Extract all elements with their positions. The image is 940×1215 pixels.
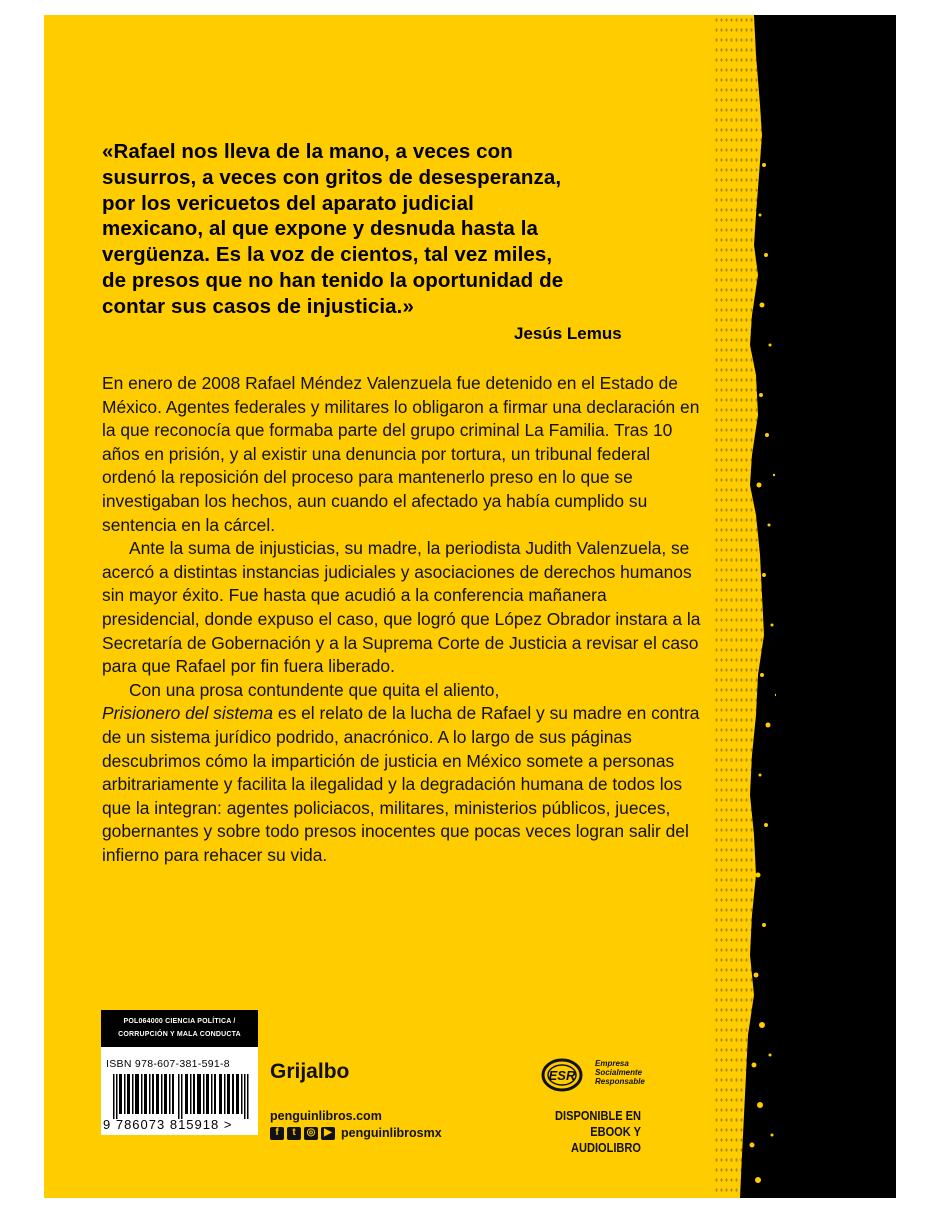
synopsis — [102, 372, 702, 867]
twitter-icon[interactable]: t — [287, 1127, 301, 1140]
quote-line: susurros, a veces con gritos de desesperanza, — [102, 165, 562, 189]
facebook-icon[interactable]: f — [270, 1127, 284, 1140]
esr-caption — [595, 1059, 645, 1086]
instagram-icon[interactable]: ◎ — [304, 1127, 318, 1140]
book-title: Prisionero del sistema — [102, 703, 274, 724]
synopsis-paragraph-1: En enero de 2008 Rafael Méndez Valenzuela fue detenido en el Estado de México. Agentes federales y militares lo obligaron a firmar una declaración en la que reconocía que formaba parte del grupo criminal La Familia. Tras 10 años en prisión, y al existir una denuncia por tortura, un tribunal federal ordenó la reposición del proceso para mantenerlo preso en lo que se investigaban los hechos, aun cuando el afectado ya había cumplido su sentencia en la cárcel. — [102, 373, 700, 535]
quote-line: mexicano, al que expone y desnuda hasta la — [102, 217, 538, 241]
social-handle[interactable]: penguinlibrosmx — [341, 1126, 442, 1140]
category-line-2: CORRUPCIÓN Y MALA CONDUCTA — [118, 1031, 241, 1038]
book-back-cover — [44, 15, 896, 1198]
bisac-category-label — [101, 1010, 258, 1047]
availability-line-2: EBOOK Y AUDIOLIBRO — [571, 1124, 641, 1155]
barcode-box — [101, 1047, 258, 1135]
black-spine-strip — [776, 15, 896, 1198]
synopsis-paragraph-3 — [102, 679, 702, 868]
social-links — [270, 1126, 442, 1140]
blurb-quote — [102, 139, 662, 320]
synopsis-paragraph-3-rest: es el relato de la lucha de Rafael y su madre en contra de un sistema jurídico podrido, anacrónico. A lo largo de sus páginas descubrimos cómo la impartición de justicia en México somete a personas arbitrariamente y facilita la ilegalidad y la degradación humana de todos los que la integran: agentes policiacos, militares, ministerios públicos, jueces, gobernantes y sobre todo presos inocentes que pocas veces logran salir del infierno para rehacer su vida. — [102, 703, 700, 865]
esr-line-3: Responsable — [595, 1077, 645, 1086]
quote-line: contar sus casos de injusticia.» — [102, 294, 414, 318]
quote-author: Jesús Lemus — [514, 324, 622, 343]
availability-line-1: DISPONIBLE EN — [555, 1108, 641, 1123]
youtube-icon[interactable]: ▶ — [321, 1127, 335, 1140]
isbn-digits: 9 786073 815918 > — [103, 1117, 233, 1132]
quote-line: de presos que no han tenido la oportunidad de — [102, 268, 564, 292]
synopsis-paragraph-2: Ante la suma de injusticias, su madre, la periodista Judith Valenzuela, se acercó a distintas instancias judiciales y asociaciones de derechos humanos sin mayor éxito. Fue hasta que acudió a la conferencia mañanera presidencial, donde expuso el caso, que logró que López Obrador instara a la Secretaría de Gobernación y a la Suprema Corte de Justicia a revisar el caso para que Rafael por fin fuera liberado. — [102, 538, 701, 677]
quote-line: por los vericuetos del aparato judicial — [102, 191, 474, 215]
synopsis-paragraph-3-intro: Con una prosa contundente que quita el aliento, — [129, 679, 500, 700]
esr-line-2: Socialmente — [595, 1068, 643, 1077]
esr-line-1: Empresa — [595, 1059, 629, 1068]
quote-line: «Rafael nos lleva de la mano, a veces con — [102, 140, 513, 163]
category-line-1: POL064000 CIENCIA POLÍTICA / — [123, 1018, 236, 1025]
barcode-icon — [113, 1074, 249, 1119]
quote-line: vergüenza. Es la voz de cientos, tal vez miles, — [102, 243, 553, 267]
isbn-label: ISBN 978-607-381-591-8 — [106, 1058, 230, 1070]
website-link[interactable]: penguinlibros.com — [270, 1109, 382, 1123]
publisher-logo: Grijalbo — [270, 1060, 350, 1083]
esr-logo-text: ESR — [548, 1068, 576, 1083]
availability-note — [541, 1108, 641, 1156]
